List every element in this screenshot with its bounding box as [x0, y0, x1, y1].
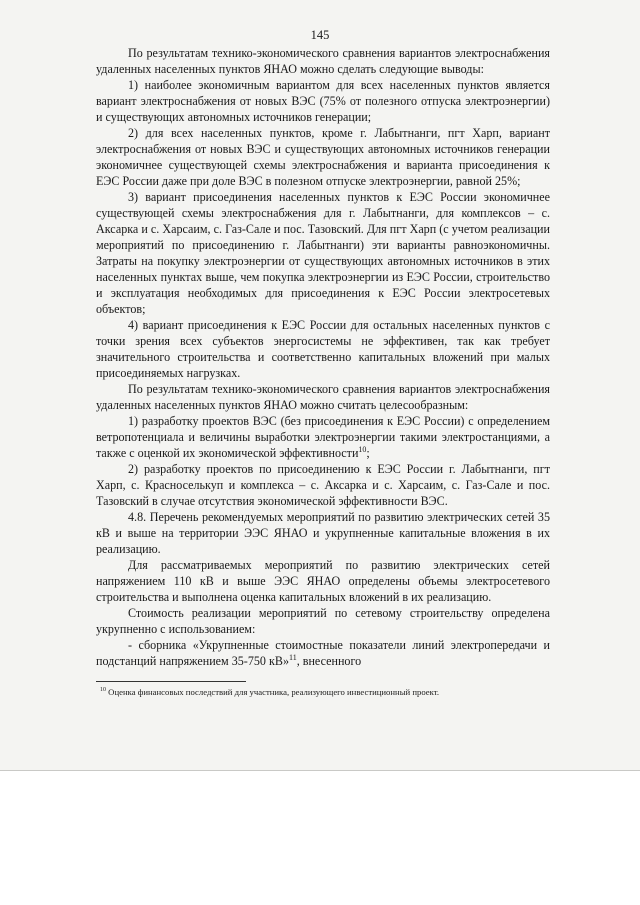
- list-item: 1) наиболее экономичным вариантом для всех населенных пунктов является вариант электроснабжения от новых ВЭС (75% от полезного отпуска электроэнергии) и существующих автономных источников генерации;: [96, 78, 550, 124]
- paragraph: По результатам технико-экономического сравнения вариантов электроснабжения удаленных населенных пунктов ЯНАО можно считать целесообразным:: [96, 382, 550, 412]
- footnote: [100, 685, 560, 698]
- footnote-divider: [96, 681, 246, 682]
- footnote-ref: 11: [289, 652, 297, 662]
- section-heading: 4.8. Перечень рекомендуемых мероприятий по развитию электрических сетей 35 кВ и выше на территории ЭЭС ЯНАО и укрупненные капитальные вложения в их реализацию.: [96, 510, 550, 556]
- paragraph: Для рассматриваемых мероприятий по развитию электрических сетей напряжением 110 кВ и выше ЭЭС ЯНАО определены объемы электросетевого строительства и выполнена оценка капитальных вложений в их реализацию.: [96, 558, 550, 604]
- list-item: [96, 637, 550, 669]
- footnote-text: Оценка финансовых последствий для участника, реализующего инвестиционный проект.: [106, 686, 440, 697]
- page-number: 145: [310, 28, 330, 42]
- list-item: 4) вариант присоединения к ЕЭС России для остальных населенных пунктов с точки зрения всех субъектов энергосистемы не эффективен, так как требует значительного строительства и соответственно капитальных вложений при малых присоединяемых нагрузках.: [96, 318, 550, 380]
- list-item-end: ;: [366, 446, 370, 460]
- footnote-ref: 10: [358, 444, 367, 454]
- list-item-text: - сборника «Укрупненные стоимостные показатели линий электропередачи и подстанций напряжением 35-750 кВ»: [96, 638, 550, 668]
- list-item: [96, 413, 550, 461]
- body-text: [96, 45, 550, 669]
- list-item-text: 1) разработку проектов ВЭС (без присоединения к ЕЭС России) с определением ветропотенциала и величины выработки электроэнергии такими электростанциями, а также с оценкой их экономической эффективности: [96, 414, 550, 460]
- list-item: 2) разработку проектов по присоединению к ЕЭС России г. Лабытнанги, пгт Харп, с. Красноселькуп и комплекса – с. Аксарка и с. Харсаим, с. Газ-Сале и пос. Тазовский в случае отсутствия экономической эффективности ВЭС.: [96, 462, 550, 508]
- list-item-end: , внесенного: [296, 654, 362, 668]
- list-item: 2) для всех населенных пунктов, кроме г. Лабытнанги, пгт Харп, вариант электроснабжения от новых ВЭС и существующих автономных источников генерации экономичнее существующей схемы электроснабжения и варианта присоединения к ЕЭС России даже при доле ВЭС в полезном отпуске электроэнергии, равной 25%;: [96, 126, 550, 188]
- paragraph: Стоимость реализации мероприятий по сетевому строительству определена укрупненно с использованием:: [96, 606, 550, 636]
- footnote-marker: 10: [100, 687, 106, 693]
- paragraph: По результатам технико-экономического сравнения вариантов электроснабжения удаленных населенных пунктов ЯНАО можно сделать следующие выводы:: [96, 46, 550, 76]
- list-item: 3) вариант присоединения населенных пунктов к ЕЭС России экономичнее существующей схемы электроснабжения для г. Лабытнанги, для комплексов – с. Аксарка и с. Харсаим, с. Газ-Сале и пос. Тазовский. Для пгт Харп (с учетом реализации мероприятий по присоединению г. Лабытнанги) эти варианты равноэкономичны. Затраты на покупку электроэнергии от существующих автономных источников в этих населенных пунктах выше, чем покупка электроэнергии из ЕЭС России, строительство и эксплуатация необходимых для присоединения к ЕЭС России электросетевых объектов;: [96, 190, 550, 316]
